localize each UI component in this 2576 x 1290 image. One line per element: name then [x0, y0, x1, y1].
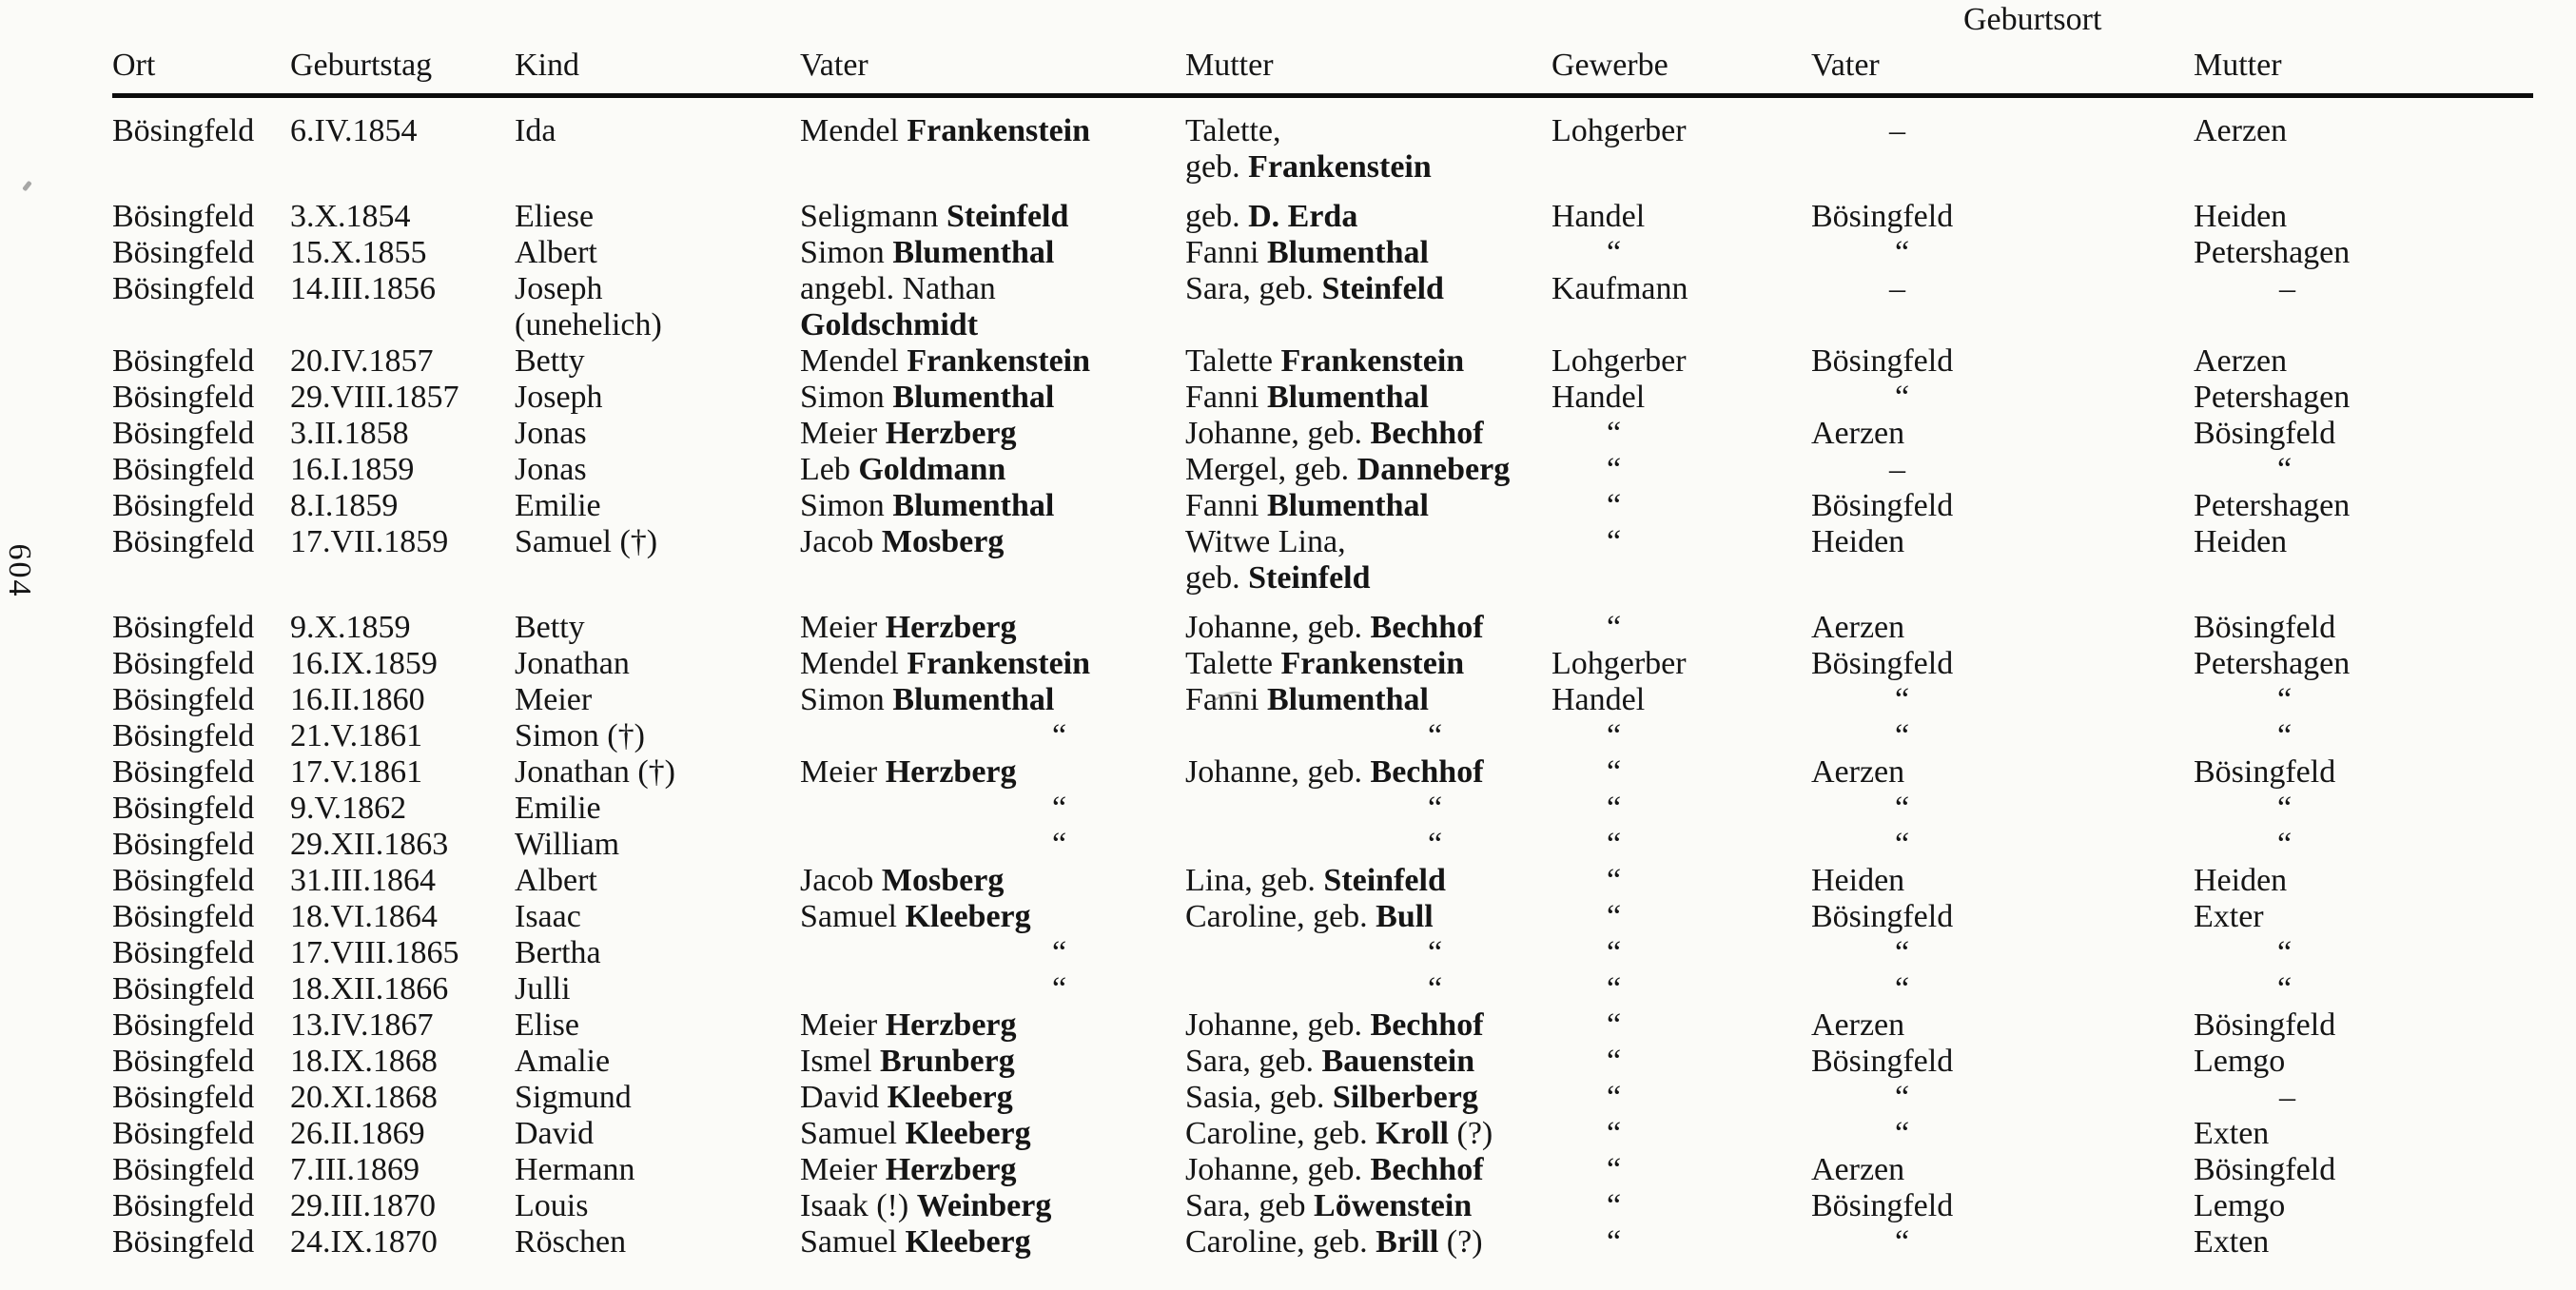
- cell-geburtstag: 3.II.1858: [290, 416, 409, 451]
- scan-speck-artifact: [22, 181, 32, 192]
- cell-vater: Simon Blumenthal: [800, 380, 1055, 415]
- cell-kind: Emilie: [515, 488, 601, 523]
- table-row: [112, 827, 2533, 863]
- cell-gewerbe: “: [1607, 1080, 1622, 1115]
- cell-geburtstag: 17.V.1861: [290, 754, 423, 790]
- cell-vater: Meier Herzberg: [800, 416, 1017, 451]
- cell-gewerbe: “: [1607, 827, 1622, 862]
- cell-gewerbe: “: [1607, 416, 1622, 451]
- cell-geb-vater: Heiden: [1811, 863, 1905, 898]
- cell-gewerbe: “: [1607, 754, 1622, 790]
- cell-geb-mutter: Petershagen: [2194, 488, 2351, 523]
- cell-ort: Bösingfeld: [112, 791, 255, 826]
- cell-vater: Jacob Mosberg: [800, 524, 1005, 559]
- cell-gewerbe: “: [1607, 899, 1622, 934]
- cell-gewerbe: “: [1607, 1152, 1622, 1187]
- cell-mutter: Sara, geb Löwenstein: [1185, 1188, 1473, 1223]
- cell-mutter: Fanni Blumenthal: [1185, 682, 1429, 717]
- cell-geb-vater: Aerzen: [1811, 1152, 1905, 1187]
- cell-vater: “: [1052, 935, 1067, 970]
- cell-ort: Bösingfeld: [112, 718, 255, 753]
- cell-mutter: Sara, geb. Steinfeld: [1185, 271, 1444, 306]
- cell-mutter: Lina, geb. Steinfeld: [1185, 863, 1446, 898]
- table-row: [112, 791, 2533, 827]
- cell-geburtstag: 8.I.1859: [290, 488, 399, 523]
- cell-kind: Albert: [515, 863, 597, 898]
- cell-geburtstag: 13.IV.1867: [290, 1007, 434, 1043]
- table-row: [112, 1116, 2533, 1152]
- cell-ort: Bösingfeld: [112, 682, 255, 717]
- cell-geb-mutter: Bösingfeld: [2194, 1007, 2336, 1043]
- cell-geburtstag: 21.V.1861: [290, 718, 423, 753]
- table-row: [112, 488, 2533, 524]
- cell-mutter: geb. D. Erda: [1185, 199, 1358, 234]
- cell-ort: Bösingfeld: [112, 380, 255, 415]
- cell-geb-mutter: –: [2279, 271, 2295, 306]
- table-row: [112, 754, 2533, 791]
- cell-ort: Bösingfeld: [112, 235, 255, 270]
- cell-geb-vater: Bösingfeld: [1811, 899, 1954, 934]
- cell-mutter: Johanne, geb. Bechhof: [1185, 1007, 1484, 1043]
- cell-geb-vater: Bösingfeld: [1811, 343, 1954, 379]
- cell-gewerbe: “: [1607, 863, 1622, 898]
- cell-mutter: Johanne, geb. Bechhof: [1185, 1152, 1484, 1187]
- cell-gewerbe: “: [1607, 791, 1622, 826]
- cell-mutter: Mergel, geb. Danneberg: [1185, 452, 1511, 487]
- cell-ort: Bösingfeld: [112, 416, 255, 451]
- cell-geburtstag: 16.II.1860: [290, 682, 425, 717]
- cell-vater: “: [1052, 827, 1067, 862]
- cell-mutter: Witwe Lina, geb. Steinfeld: [1185, 524, 1371, 596]
- cell-kind: Jonas: [515, 452, 587, 487]
- cell-gewerbe: “: [1607, 452, 1622, 487]
- cell-vater: Samuel Kleeberg: [800, 899, 1031, 934]
- cell-geb-mutter: “: [2277, 971, 2293, 1007]
- cell-kind: Jonathan (†): [515, 754, 676, 790]
- cell-kind: Julli: [515, 971, 571, 1007]
- cell-geb-vater: Aerzen: [1811, 416, 1905, 451]
- cell-mutter: Caroline, geb. Brill (?): [1185, 1224, 1483, 1260]
- column-header-ort: Ort: [112, 48, 156, 83]
- cell-kind: Isaac: [515, 899, 581, 934]
- cell-ort: Bösingfeld: [112, 343, 255, 379]
- cell-geb-mutter: Petershagen: [2194, 646, 2351, 681]
- cell-mutter: Sasia, geb. Silberberg: [1185, 1080, 1478, 1115]
- cell-geb-mutter: “: [2277, 718, 2293, 753]
- cell-mutter: Fanni Blumenthal: [1185, 235, 1429, 270]
- table-row: [112, 1044, 2533, 1080]
- cell-gewerbe: Lohgerber: [1551, 113, 1687, 148]
- table-section: [112, 199, 2533, 596]
- cell-kind: Emilie: [515, 791, 601, 826]
- cell-vater: Jacob Mosberg: [800, 863, 1005, 898]
- header-rule: [112, 93, 2533, 98]
- table-row: [112, 971, 2533, 1007]
- cell-geb-mutter: “: [2277, 682, 2293, 717]
- cell-ort: Bösingfeld: [112, 1080, 255, 1115]
- cell-geburtstag: 3.X.1854: [290, 199, 411, 234]
- cell-ort: Bösingfeld: [112, 1188, 255, 1223]
- table-row: [112, 380, 2533, 416]
- cell-vater: Seligmann Steinfeld: [800, 199, 1069, 234]
- cell-geburtstag: 18.IX.1868: [290, 1044, 438, 1079]
- cell-kind: Bertha: [515, 935, 601, 970]
- cell-gewerbe: “: [1607, 235, 1622, 270]
- cell-ort: Bösingfeld: [112, 1152, 255, 1187]
- cell-mutter: Johanne, geb. Bechhof: [1185, 416, 1484, 451]
- cell-vater: Meier Herzberg: [800, 754, 1017, 790]
- cell-geb-mutter: “: [2277, 791, 2293, 826]
- cell-geburtstag: 6.IV.1854: [290, 113, 418, 148]
- cell-geb-mutter: Lemgo: [2194, 1188, 2286, 1223]
- cell-gewerbe: Kaufmann: [1551, 271, 1688, 306]
- table-row: [112, 343, 2533, 380]
- cell-kind: William: [515, 827, 620, 862]
- cell-geburtstag: 20.IV.1857: [290, 343, 434, 379]
- cell-geburtstag: 7.III.1869: [290, 1152, 420, 1187]
- cell-geb-vater: –: [1889, 452, 1905, 487]
- table-row: [112, 1152, 2533, 1188]
- table-section: [112, 610, 2533, 1261]
- cell-vater: David Kleeberg: [800, 1080, 1013, 1115]
- cell-geb-vater: “: [1895, 718, 1910, 753]
- cell-kind: Hermann: [515, 1152, 635, 1187]
- cell-geburtstag: 31.III.1864: [290, 863, 436, 898]
- cell-mutter: Fanni Blumenthal: [1185, 488, 1429, 523]
- cell-vater: Meier Herzberg: [800, 1152, 1017, 1187]
- cell-geburtstag: 29.XII.1863: [290, 827, 449, 862]
- cell-kind: Ida: [515, 113, 556, 148]
- table-row: [112, 718, 2533, 754]
- cell-kind: Joseph: [515, 380, 603, 415]
- cell-geburtstag: 24.IX.1870: [290, 1224, 438, 1260]
- column-header-kind: Kind: [515, 48, 579, 83]
- cell-mutter: Fanni Blumenthal: [1185, 380, 1429, 415]
- cell-kind: Sigmund: [515, 1080, 632, 1115]
- cell-geburtstag: 18.XII.1866: [290, 971, 449, 1007]
- cell-geb-vater: Aerzen: [1811, 754, 1905, 790]
- cell-geb-mutter: Petershagen: [2194, 380, 2351, 415]
- cell-geb-vater: “: [1895, 682, 1910, 717]
- table-row: [112, 610, 2533, 646]
- cell-geburtstag: 16.IX.1859: [290, 646, 438, 681]
- cell-ort: Bösingfeld: [112, 899, 255, 934]
- cell-gewerbe: “: [1607, 1007, 1622, 1043]
- cell-geb-vater: Aerzen: [1811, 1007, 1905, 1043]
- table-row: [112, 416, 2533, 452]
- cell-vater: Meier Herzberg: [800, 1007, 1017, 1043]
- table-header-row: [112, 44, 2533, 89]
- cell-gewerbe: Handel: [1551, 682, 1646, 717]
- cell-geb-mutter: Exten: [2194, 1116, 2270, 1151]
- cell-gewerbe: “: [1607, 935, 1622, 970]
- cell-geb-vater: “: [1895, 935, 1910, 970]
- cell-ort: Bösingfeld: [112, 1116, 255, 1151]
- column-header-geburtstag: Geburtstag: [290, 48, 433, 83]
- cell-vater: Samuel Kleeberg: [800, 1116, 1031, 1151]
- cell-geb-vater: Bösingfeld: [1811, 1044, 1954, 1079]
- cell-kind: Simon (†): [515, 718, 645, 753]
- cell-gewerbe: “: [1607, 1188, 1622, 1223]
- column-header-vater: Vater: [800, 48, 868, 83]
- cell-geb-vater: Heiden: [1811, 524, 1905, 559]
- column-header-mutter: Mutter: [1185, 48, 1274, 83]
- cell-geb-mutter: “: [2277, 452, 2293, 487]
- cell-ort: Bösingfeld: [112, 271, 255, 306]
- cell-vater: Simon Blumenthal: [800, 682, 1055, 717]
- cell-gewerbe: “: [1607, 610, 1622, 645]
- cell-gewerbe: “: [1607, 1224, 1622, 1260]
- cell-geb-vater: “: [1895, 827, 1910, 862]
- cell-geburtstag: 15.X.1855: [290, 235, 427, 270]
- table-row: [112, 935, 2533, 971]
- column-header-gewerbe: Gewerbe: [1551, 48, 1669, 83]
- cell-ort: Bösingfeld: [112, 1224, 255, 1260]
- cell-kind: Amalie: [515, 1044, 611, 1079]
- cell-geburtstag: 9.V.1862: [290, 791, 407, 826]
- cell-mutter: Sara, geb. Bauenstein: [1185, 1044, 1475, 1079]
- cell-geburtstag: 26.II.1869: [290, 1116, 425, 1151]
- cell-gewerbe: Lohgerber: [1551, 646, 1687, 681]
- cell-geb-mutter: Exten: [2194, 1224, 2270, 1260]
- cell-geb-vater: “: [1895, 1116, 1910, 1151]
- cell-kind: Betty: [515, 610, 585, 645]
- cell-geburtstag: 20.XI.1868: [290, 1080, 438, 1115]
- cell-geb-mutter: Lemgo: [2194, 1044, 2286, 1079]
- cell-geb-mutter: Heiden: [2194, 199, 2288, 234]
- cell-vater: Ismel Brunberg: [800, 1044, 1015, 1079]
- cell-geb-vater: “: [1895, 791, 1910, 826]
- cell-kind: David: [515, 1116, 595, 1151]
- table-row: [112, 1007, 2533, 1044]
- cell-ort: Bösingfeld: [112, 935, 255, 970]
- cell-geb-vater: “: [1895, 1224, 1910, 1260]
- cell-geb-mutter: “: [2277, 935, 2293, 970]
- cell-geb-vater: –: [1889, 271, 1905, 306]
- cell-ort: Bösingfeld: [112, 1044, 255, 1079]
- cell-mutter: Talette, geb. Frankenstein: [1185, 113, 1432, 185]
- cell-vater: “: [1052, 971, 1067, 1007]
- cell-mutter: Caroline, geb. Kroll (?): [1185, 1116, 1493, 1151]
- cell-geb-vater: Bösingfeld: [1811, 1188, 1954, 1223]
- cell-gewerbe: “: [1607, 1116, 1622, 1151]
- cell-geb-mutter: Heiden: [2194, 863, 2288, 898]
- table-group-header-row: [112, 2, 2533, 44]
- table-body: [112, 113, 2533, 1261]
- cell-mutter: “: [1428, 935, 1443, 970]
- cell-geburtstag: 17.VII.1859: [290, 524, 449, 559]
- cell-gewerbe: Handel: [1551, 380, 1646, 415]
- cell-geb-mutter: Exter: [2194, 899, 2264, 934]
- table-section: [112, 113, 2533, 186]
- cell-ort: Bösingfeld: [112, 113, 255, 148]
- table-row: [112, 1224, 2533, 1261]
- cell-geburtstag: 14.III.1856: [290, 271, 436, 306]
- cell-mutter: Caroline, geb. Bull: [1185, 899, 1434, 934]
- cell-kind: Röschen: [515, 1224, 627, 1260]
- cell-geb-mutter: Aerzen: [2194, 113, 2288, 148]
- cell-mutter: Johanne, geb. Bechhof: [1185, 610, 1484, 645]
- table-row: [112, 646, 2533, 682]
- cell-vater: Simon Blumenthal: [800, 488, 1055, 523]
- cell-ort: Bösingfeld: [112, 610, 255, 645]
- column-header-geburtsort-vater: Vater: [1811, 48, 1880, 83]
- cell-ort: Bösingfeld: [112, 488, 255, 523]
- cell-gewerbe: Handel: [1551, 199, 1646, 234]
- cell-geb-mutter: –: [2279, 1080, 2295, 1115]
- cell-kind: Jonas: [515, 416, 587, 451]
- table-row: [112, 863, 2533, 899]
- cell-geburtstag: 16.I.1859: [290, 452, 415, 487]
- cell-vater: Meier Herzberg: [800, 610, 1017, 645]
- cell-geburtstag: 29.III.1870: [290, 1188, 436, 1223]
- cell-vater: “: [1052, 718, 1067, 753]
- cell-ort: Bösingfeld: [112, 646, 255, 681]
- cell-geb-vater: “: [1895, 235, 1910, 270]
- table-row: [112, 271, 2533, 343]
- cell-vater: Mendel Frankenstein: [800, 646, 1091, 681]
- cell-geburtstag: 9.X.1859: [290, 610, 411, 645]
- cell-mutter: “: [1428, 791, 1443, 826]
- column-header-geburtsort-mutter: Mutter: [2194, 48, 2282, 83]
- cell-geb-mutter: Petershagen: [2194, 235, 2351, 270]
- cell-kind: Joseph (unehelich): [515, 271, 662, 342]
- cell-mutter: Talette Frankenstein: [1185, 646, 1465, 681]
- cell-kind: Jonathan: [515, 646, 630, 681]
- cell-kind: Samuel (†): [515, 524, 658, 559]
- cell-geb-mutter: Aerzen: [2194, 343, 2288, 379]
- cell-gewerbe: “: [1607, 524, 1622, 559]
- table-row: [112, 899, 2533, 935]
- cell-kind: Betty: [515, 343, 585, 379]
- cell-kind: Meier: [515, 682, 593, 717]
- cell-geb-vater: “: [1895, 1080, 1910, 1115]
- cell-mutter: Talette Frankenstein: [1185, 343, 1465, 379]
- cell-ort: Bösingfeld: [112, 199, 255, 234]
- cell-kind: Eliese: [515, 199, 595, 234]
- page-number: 604: [2, 543, 37, 598]
- geburtsort-group-header: Geburtsort: [1963, 2, 2102, 37]
- cell-geburtstag: 17.VIII.1865: [290, 935, 459, 970]
- cell-geb-mutter: Heiden: [2194, 524, 2288, 559]
- cell-geb-mutter: Bösingfeld: [2194, 754, 2336, 790]
- cell-mutter: “: [1428, 971, 1443, 1007]
- cell-gewerbe: “: [1607, 971, 1622, 1007]
- table-row: [112, 235, 2533, 271]
- cell-kind: Albert: [515, 235, 597, 270]
- cell-gewerbe: “: [1607, 1044, 1622, 1079]
- cell-geb-vater: “: [1895, 971, 1910, 1007]
- cell-ort: Bösingfeld: [112, 971, 255, 1007]
- cell-vater: Isaak (!) Weinberg: [800, 1188, 1052, 1223]
- cell-vater: Mendel Frankenstein: [800, 343, 1091, 379]
- cell-geb-mutter: Bösingfeld: [2194, 1152, 2336, 1187]
- cell-vater: Simon Blumenthal: [800, 235, 1055, 270]
- cell-ort: Bösingfeld: [112, 754, 255, 790]
- cell-vater: “: [1052, 791, 1067, 826]
- cell-geb-vater: Bösingfeld: [1811, 488, 1954, 523]
- cell-gewerbe: Lohgerber: [1551, 343, 1687, 379]
- table-row: [112, 199, 2533, 235]
- cell-ort: Bösingfeld: [112, 863, 255, 898]
- table-row: [112, 1188, 2533, 1224]
- cell-geb-mutter: Bösingfeld: [2194, 610, 2336, 645]
- cell-kind: Elise: [515, 1007, 579, 1043]
- cell-vater: Mendel Frankenstein: [800, 113, 1091, 148]
- cell-gewerbe: “: [1607, 488, 1622, 523]
- cell-geburtstag: 29.VIII.1857: [290, 380, 459, 415]
- cell-kind: Louis: [515, 1188, 589, 1223]
- cell-vater: Leb Goldmann: [800, 452, 1006, 487]
- cell-geburtstag: 18.VI.1864: [290, 899, 438, 934]
- cell-geb-mutter: Bösingfeld: [2194, 416, 2336, 451]
- cell-geb-vater: Bösingfeld: [1811, 646, 1954, 681]
- table-row: [112, 113, 2533, 186]
- cell-mutter: “: [1428, 827, 1443, 862]
- cell-ort: Bösingfeld: [112, 524, 255, 559]
- cell-vater: Samuel Kleeberg: [800, 1224, 1031, 1260]
- cell-ort: Bösingfeld: [112, 452, 255, 487]
- cell-geb-vater: “: [1895, 380, 1910, 415]
- table-row: [112, 682, 2533, 718]
- cell-ort: Bösingfeld: [112, 827, 255, 862]
- cell-geb-vater: Aerzen: [1811, 610, 1905, 645]
- cell-mutter: Johanne, geb. Bechhof: [1185, 754, 1484, 790]
- table-row: [112, 452, 2533, 488]
- cell-vater: angebl. Nathan Goldschmidt: [800, 271, 996, 342]
- birth-register-table: [112, 2, 2533, 1261]
- table-row: [112, 1080, 2533, 1116]
- cell-mutter: “: [1428, 718, 1443, 753]
- cell-geb-vater: –: [1889, 113, 1905, 148]
- cell-ort: Bösingfeld: [112, 1007, 255, 1043]
- cell-geb-mutter: “: [2277, 827, 2293, 862]
- cell-gewerbe: “: [1607, 718, 1622, 753]
- table-row: [112, 524, 2533, 596]
- cell-geb-vater: Bösingfeld: [1811, 199, 1954, 234]
